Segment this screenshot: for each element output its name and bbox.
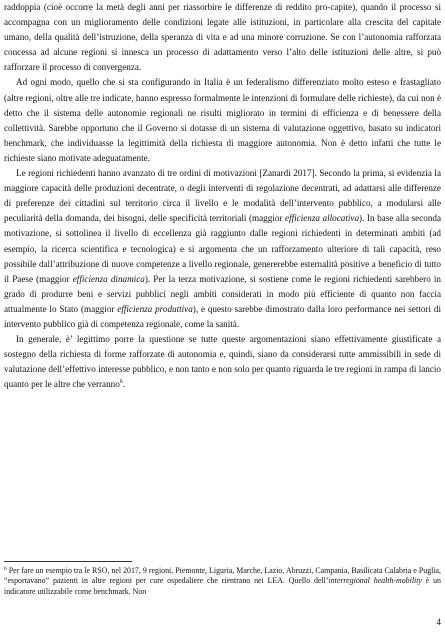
footnote-text-b: è un indicatore utilizzabile come benchmark. Non xyxy=(4,576,441,596)
paragraph-4 xyxy=(4,332,441,392)
emphasis-efficienza-produttiva: efficienza produttiva xyxy=(117,303,193,314)
emphasis-interregional-health-mobility: interregional health-mobility xyxy=(328,576,422,586)
paragraph-1: raddoppia (cioè occorre la metà degli anni per riassorbire le differenze di reddito pro-capite), quando il processo si accompagna con un miglioramento delle condizioni legate alle istituzioni, in particolare alla crescita del capitale umano, della qualità dell’istruzione, della speranza di vita e ad una minore corruzione. Se con l’autonomia rafforzata concessa ad alcune regioni si innesca un processo di adattamento verso l’alto delle istituzioni delle altre, si può rafforzare il processo di convergenza. xyxy=(4,2,441,73)
footnote-6 xyxy=(4,566,441,597)
emphasis-efficienza-dinamica: efficienza dinamica xyxy=(72,273,145,284)
footnote-marker: 6 xyxy=(4,566,7,572)
paragraph-2: Ad ogni modo, quello che si sta configurando in Italia è un federalismo differenziato molto esteso e frastagliato (altre regioni, oltre alle tre indicate, hanno espresso formalmente le intenzioni di formulare delle richieste), da cui non è detto che il sistema delle autonomie regionali ne risulti migliorato in termini di efficienza e di benessere della collettività. Sarebbe opportuno che il Governo si dotasse di un sistema di valutazione oggettivo, basato su indicatori benchmark, che individuasse la legittimità della richiesta di maggiore autonomia. Non è detto infatti che tutte le richieste siano motivate adeguatamente. xyxy=(4,77,441,163)
paragraph-3-text-c: ). Per la terza motivazione, si sostiene come le regioni richiedenti sarebbero in grado di produrre beni e servizi pubblici negli ambiti considerati in modo più efficiente di quanto non faccia attualmente lo Stato (maggior xyxy=(4,273,441,314)
footnote-separator xyxy=(4,561,132,562)
emphasis-efficienza-allocativa: efficienza allocativa xyxy=(285,213,360,224)
paragraph-3-text-d: ), e questo sarebbe dimostrato dalla loro performance nei settori di intervento pubblico già di competenza regionale, come la sanità. xyxy=(4,303,441,329)
paragraph-3 xyxy=(4,166,441,332)
footnote-text-a: Per fare un esempio tra le RSO, nel 2017, 9 regioni, Piemonte, Liguria, Marche, Lazio, Abruzzi, Campania, Basilicata Calabria e Puglia, “esportavano” pazienti in altre regioni per cure ospedaliere che rientrano nei LEA. Quello dell’ xyxy=(4,566,441,586)
paragraph-3-text-b: ). In base alla seconda motivazione, si sottolinea il livello di eccellenza già raggiunto dalle regioni richiedenti in determinati ambiti (ad esempio, la ricerca scientifica e tecnologica) e si argomenta che un rafforzamento ulteriore di tali capacità, reso possibile dall’attribuzione di nuove competenze a livello regionale, genererebbe esternalità positive a beneficio di tutto il Paese (maggior xyxy=(4,213,441,284)
footnote-text xyxy=(4,566,441,597)
body-text xyxy=(4,0,441,392)
page-number: 4 xyxy=(436,617,441,627)
paragraph-4-end: . xyxy=(122,379,126,390)
footnote-reference[interactable]: 6 xyxy=(119,379,123,386)
paragraph-3-text-a: Le regioni richiedenti hanno avanzato di tre ordini di motivazioni [Zanardi 2017]. Secondo la prima, si evidenzia la maggiore capacità delle produzioni decentrate, o degli interventi di regolazione decentrati, ad adattarsi alle differenze di preferenze dei cittadini sul territorio circa il livello e le modalità dell’intervento pubblico, a modularsi alle peculiarità della domanda, dei bisogni, delle specificità territoriali (maggior xyxy=(4,168,441,224)
paragraph-4-text: In generale, è’ legittimo porre la questione se tutte queste argomentazioni siano effettivamente giustificate a sostegno della richiesta di forme rafforzate di autonomia e, quindi, siano da considerarsi tutte ammissibili in sede di valutazione dell’effettivo interesse pubblico, e non tanto e non solo per quanto riguarda le tre regioni in rampa di lancio quanto per le altre che verranno xyxy=(4,334,441,390)
